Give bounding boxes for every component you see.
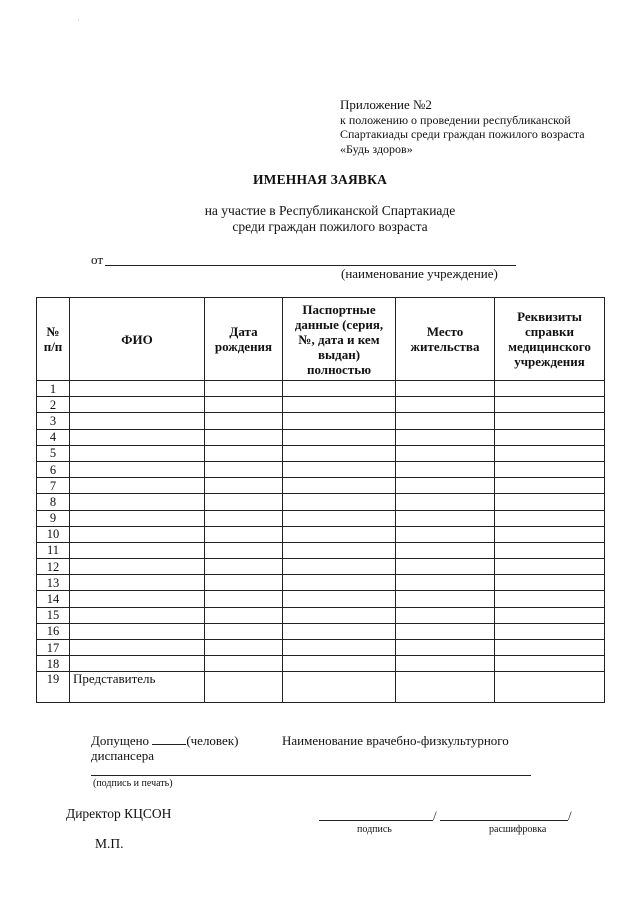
header-num-line-1: № [46, 324, 60, 339]
header-fio: ФИО [70, 298, 205, 381]
header-birth-line-1: Дата [229, 324, 258, 339]
from-label: от [91, 252, 104, 267]
table-cell[interactable] [205, 413, 283, 429]
table-cell[interactable] [396, 429, 495, 445]
table-cell[interactable] [205, 559, 283, 575]
header-passport-line-3: №, дата и кем [298, 331, 380, 347]
table-cell[interactable] [70, 429, 205, 445]
table-row [37, 445, 605, 461]
table-body [37, 381, 605, 703]
table-cell[interactable] [495, 607, 605, 623]
table-cell[interactable] [396, 461, 495, 477]
row-number: 5 [37, 445, 70, 461]
scan-speck [78, 19, 79, 20]
table-cell[interactable] [70, 526, 205, 542]
table-cell[interactable] [495, 672, 605, 703]
table-cell[interactable] [283, 526, 396, 542]
table-cell[interactable] [205, 591, 283, 607]
table-row [37, 591, 605, 607]
table-cell[interactable] [70, 494, 205, 510]
header-residence-line-1: Место [426, 324, 464, 339]
table-row [37, 526, 605, 542]
table-cell[interactable] [396, 542, 495, 558]
table-cell[interactable] [396, 526, 495, 542]
signature-stamp-hint: (подпись и печать) [93, 778, 173, 789]
table-cell[interactable] [205, 461, 283, 477]
table-cell[interactable] [396, 510, 495, 526]
header-residence [396, 298, 495, 381]
table-cell[interactable] [495, 640, 605, 656]
table-cell[interactable] [205, 526, 283, 542]
table-cell[interactable] [283, 478, 396, 494]
table-cell[interactable] [396, 623, 495, 639]
header-passport-line-4: выдан) [317, 346, 361, 362]
table-cell[interactable] [70, 542, 205, 558]
table-cell[interactable] [283, 591, 396, 607]
table-cell[interactable] [495, 559, 605, 575]
table-cell[interactable] [396, 591, 495, 607]
header-medical-line-3: медицинского [508, 339, 591, 354]
table-cell[interactable] [396, 381, 495, 397]
table-cell[interactable] [283, 559, 396, 575]
table-cell[interactable] [283, 656, 396, 672]
row-number: 15 [37, 607, 70, 623]
table-row [37, 381, 605, 397]
table-cell[interactable] [495, 510, 605, 526]
table-cell[interactable] [283, 575, 396, 591]
table-row [37, 575, 605, 591]
signature-caption: подпись [357, 824, 392, 835]
table-cell[interactable] [396, 445, 495, 461]
header-num [37, 298, 70, 381]
subtitle-line-1: на участие в Республиканской Спартакиаде [204, 203, 456, 218]
table-row [37, 461, 605, 477]
table-cell[interactable] [283, 640, 396, 656]
row-number: 2 [37, 397, 70, 413]
table-cell[interactable] [70, 591, 205, 607]
table-cell[interactable] [283, 607, 396, 623]
table-cell[interactable] [205, 494, 283, 510]
admitted-suffix: (человек) [186, 733, 239, 748]
admitted-line-2: диспансера [91, 748, 154, 763]
header-residence-line-2: жительства [410, 339, 480, 354]
table-cell[interactable] [205, 397, 283, 413]
table-header-row [37, 298, 605, 381]
table-cell[interactable] [396, 607, 495, 623]
table-row [37, 640, 605, 656]
signature-stamp-line[interactable] [91, 775, 531, 776]
admitted-prefix: Допущено [91, 733, 150, 748]
row-number: 12 [37, 559, 70, 575]
table-cell[interactable] [495, 445, 605, 461]
table-cell[interactable] [396, 672, 495, 703]
table-cell[interactable] [205, 575, 283, 591]
header-medical [495, 298, 605, 381]
row-number: 7 [37, 478, 70, 494]
table-cell[interactable] [396, 397, 495, 413]
header-birth-line-2: рождения [214, 339, 273, 354]
table-row [37, 397, 605, 413]
table-cell[interactable] [205, 429, 283, 445]
row-number: 3 [37, 413, 70, 429]
table-cell[interactable] [205, 672, 283, 703]
table-cell[interactable] [205, 478, 283, 494]
table-cell[interactable] [70, 445, 205, 461]
decoding-caption: расшифровка [489, 824, 547, 835]
document-title: ИМЕННАЯ ЗАЯВКА [252, 172, 388, 187]
row-number: 16 [37, 623, 70, 639]
table-row [37, 429, 605, 445]
table-row [37, 494, 605, 510]
table-row [37, 559, 605, 575]
organization-hint: (наименование учреждение) [341, 266, 498, 281]
table-cell[interactable] [205, 623, 283, 639]
table-cell[interactable] [495, 591, 605, 607]
table-row [37, 607, 605, 623]
table-cell[interactable] [283, 494, 396, 510]
table-cell[interactable] [70, 656, 205, 672]
table-row [37, 656, 605, 672]
slash-separator-1: / [433, 808, 437, 823]
table-cell[interactable] [205, 445, 283, 461]
table-cell[interactable] [495, 381, 605, 397]
table-cell[interactable] [495, 461, 605, 477]
header-passport [283, 298, 396, 381]
table-cell[interactable] [495, 575, 605, 591]
header-medical-line-1: Реквизиты [517, 309, 582, 324]
row-number: 11 [37, 542, 70, 558]
table-cell[interactable] [283, 542, 396, 558]
table-cell[interactable] [495, 542, 605, 558]
table-cell[interactable] [205, 381, 283, 397]
table-cell[interactable] [396, 494, 495, 510]
table-row [37, 510, 605, 526]
appendix-line-4: «Будь здоров» [340, 141, 413, 156]
row-number: 18 [37, 656, 70, 672]
table-cell[interactable] [283, 623, 396, 639]
table-cell[interactable] [70, 478, 205, 494]
appendix-line-3: Спартакиады среди граждан пожилого возраста [340, 127, 585, 141]
representative-label: Представитель [70, 672, 205, 703]
table-cell[interactable] [205, 607, 283, 623]
table-cell[interactable] [283, 510, 396, 526]
table-cell[interactable] [205, 656, 283, 672]
table-cell[interactable] [495, 397, 605, 413]
table-row [37, 413, 605, 429]
table-cell[interactable] [495, 494, 605, 510]
table-cell[interactable] [396, 640, 495, 656]
row-number: 14 [37, 591, 70, 607]
table-cell[interactable] [205, 640, 283, 656]
header-passport-line-1: Паспортные [302, 301, 376, 317]
table-cell[interactable] [283, 397, 396, 413]
table-cell[interactable] [396, 575, 495, 591]
row-number: 10 [37, 526, 70, 542]
document-subtitle [0, 203, 640, 235]
table-row-representative [37, 672, 605, 703]
application-table [36, 297, 605, 703]
table-row [37, 542, 605, 558]
table-cell[interactable] [396, 478, 495, 494]
table-cell[interactable] [396, 413, 495, 429]
medical-org-label: Наименование врачебно-физкультурного [282, 733, 509, 748]
director-label: Директор КЦСОН [66, 806, 172, 821]
table-cell[interactable] [70, 623, 205, 639]
admitted-count-blank[interactable] [152, 744, 186, 745]
table-cell[interactable] [70, 559, 205, 575]
header-medical-line-2: справки [525, 324, 574, 339]
appendix-note [340, 98, 585, 156]
header-num-line-2: п/п [43, 339, 63, 354]
table-cell[interactable] [70, 381, 205, 397]
row-number: 4 [37, 429, 70, 445]
appendix-title: Приложение №2 [340, 97, 432, 112]
table-cell[interactable] [283, 413, 396, 429]
table-cell[interactable] [70, 461, 205, 477]
table-cell[interactable] [495, 478, 605, 494]
table-cell[interactable] [283, 461, 396, 477]
table-cell[interactable] [70, 413, 205, 429]
table-cell[interactable] [70, 510, 205, 526]
row-number: 19 [37, 672, 70, 703]
table-row [37, 623, 605, 639]
admitted-line-1 [91, 733, 238, 748]
director-name-line[interactable] [440, 820, 568, 821]
stamp-place-label: М.П. [95, 836, 124, 851]
table-cell[interactable] [396, 656, 495, 672]
row-number: 8 [37, 494, 70, 510]
header-birth [205, 298, 283, 381]
table-cell[interactable] [495, 623, 605, 639]
table-cell[interactable] [495, 656, 605, 672]
row-number: 13 [37, 575, 70, 591]
table-cell[interactable] [495, 413, 605, 429]
table-cell[interactable] [205, 542, 283, 558]
header-medical-line-4: учреждения [514, 354, 585, 369]
table-cell[interactable] [495, 526, 605, 542]
table-cell[interactable] [495, 429, 605, 445]
table-cell[interactable] [70, 607, 205, 623]
table-cell[interactable] [283, 445, 396, 461]
table-cell[interactable] [70, 575, 205, 591]
row-number: 17 [37, 640, 70, 656]
header-passport-line-5: полностью [306, 361, 372, 377]
row-number: 9 [37, 510, 70, 526]
header-passport-line-2: данные (серия, [294, 316, 384, 332]
row-number: 1 [37, 381, 70, 397]
table-cell[interactable] [70, 640, 205, 656]
table-cell[interactable] [283, 672, 396, 703]
admitted-block [91, 733, 238, 763]
slash-separator-2: / [568, 808, 572, 823]
table-cell[interactable] [70, 397, 205, 413]
table-cell[interactable] [396, 559, 495, 575]
table-cell[interactable] [205, 510, 283, 526]
table-row [37, 478, 605, 494]
appendix-line-2: к положению о проведении республиканской [340, 112, 571, 127]
subtitle-line-2: среди граждан пожилого возраста [232, 219, 428, 234]
table-cell[interactable] [283, 381, 396, 397]
table-cell[interactable] [283, 429, 396, 445]
row-number: 6 [37, 461, 70, 477]
director-signature-line[interactable] [319, 820, 433, 821]
